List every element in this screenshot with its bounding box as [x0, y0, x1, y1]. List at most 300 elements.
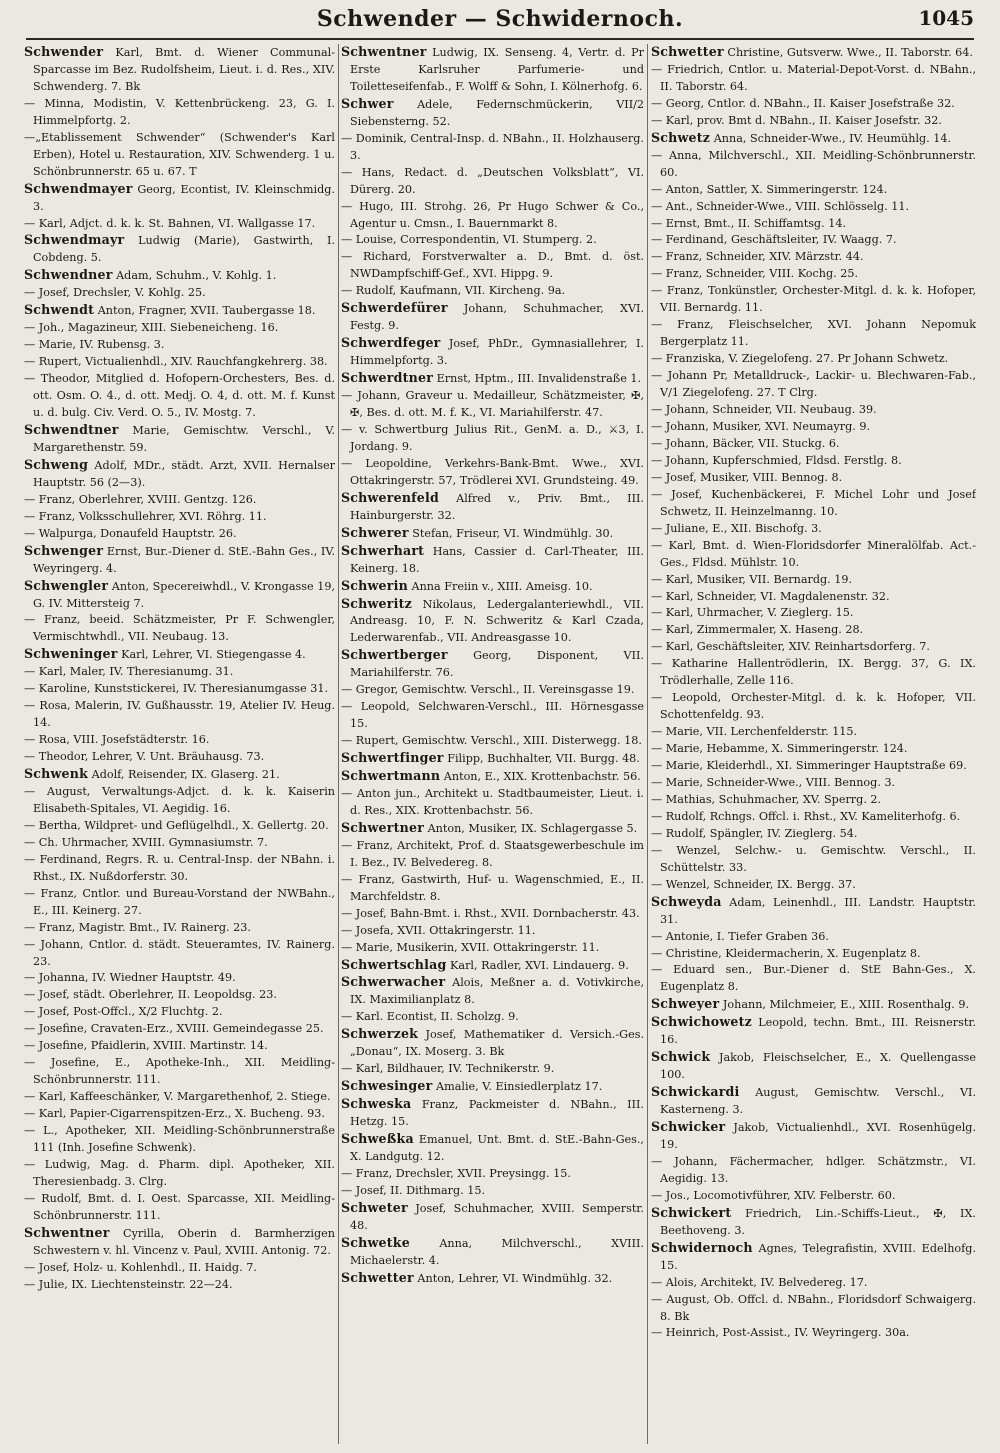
entry-text: — Josef, Post-Offcl., X/2 Fluchtg. 2.	[24, 1005, 223, 1019]
entry-surname: Schwendtner	[24, 421, 119, 437]
running-title: Schwender — Schwidernoch.	[316, 6, 684, 32]
entry-text: Anna, Schneider-Wwe., IV. Heumühlg. 14.	[710, 131, 952, 145]
entry-text: Cyrilla, Oberin d. Barmherzigen Schwestern v. hl. Vincenz v. Paul, XVIII. Antonig. 72.	[33, 1226, 335, 1257]
entry-text: Anton, E., XIX. Krottenbachstr. 56.	[440, 770, 641, 784]
directory-entry	[651, 996, 976, 1014]
entry-text: — Rupert, Gemischtw. Verschl., XIII. Disterwegg. 18.	[341, 734, 642, 748]
entry-text: — Christine, Kleidermacherin, X. Eugenplatz 8.	[651, 946, 921, 960]
directory-entry	[24, 920, 335, 937]
entry-surname: Schwichowetz	[651, 1014, 752, 1030]
entry-text: — Karl, Geschäftsleiter, XIV. Reinhartsdorferg. 7.	[651, 640, 930, 654]
entry-text: Marie, Gemischtw. Verschl., V. Margarethenstr. 59.	[33, 423, 335, 454]
entry-text: — Karl, Zimmermaler, X. Haseng. 28.	[651, 623, 864, 637]
entry-text: — Marie, IV. Rubensg. 3.	[24, 338, 165, 352]
directory-entry	[651, 1240, 976, 1275]
directory-entry	[651, 589, 976, 606]
entry-text: — Ferdinand, Regrs. R. u. Central-Insp. der NBahn. i. Rhst., IX. Nußdorferstr. 30.	[24, 852, 335, 883]
entry-text: Franz, Packmeister d. NBahn., III. Hetzg. 15.	[350, 1098, 644, 1129]
directory-entry	[651, 741, 976, 758]
entry-text: — Rosa, Malerin, IV. Gußhausstr. 19, Atelier IV. Heug. 14.	[24, 699, 335, 730]
entry-text: — Antonie, I. Tiefer Graben 36.	[651, 929, 829, 943]
entry-text: — Franz, Gastwirth, Huf- u. Wagenschmied, E., II. Marchfeldstr. 8.	[341, 872, 644, 903]
entry-text: — Josef, Holz- u. Kohlenhdl., II. Haidg. 7.	[24, 1260, 257, 1274]
directory-entry	[651, 1275, 976, 1292]
directory-entry	[341, 543, 644, 578]
directory-entry	[341, 647, 644, 682]
entry-surname: Schwentner	[24, 1224, 110, 1240]
entry-surname: Schwerwacher	[341, 974, 446, 990]
directory-entry	[651, 148, 976, 182]
directory-entry	[341, 525, 644, 543]
directory-entry	[651, 656, 976, 690]
entry-text: Anton, Specereiwhdl., V. Krongasse 19, G. IV. Mittersteig 7.	[33, 579, 335, 610]
directory-entry	[651, 96, 976, 113]
directory-entry	[651, 690, 976, 724]
entry-surname: Schwenger	[24, 542, 104, 558]
entry-text: Adam, Leinenhdl., III. Landstr. Hauptstr. 31.	[660, 895, 976, 926]
directory-entry	[24, 1055, 335, 1089]
directory-entry	[651, 1205, 976, 1240]
entry-text: — Franz, Fleischselcher, XVI. Johann Nepomuk Bergerplatz 11.	[651, 318, 976, 349]
directory-entry	[24, 1157, 335, 1191]
directory-entry	[24, 232, 335, 267]
directory-entry	[341, 1061, 644, 1078]
column-right	[651, 44, 976, 1449]
entry-surname: Schweyer	[651, 996, 720, 1012]
directory-entry	[651, 946, 976, 963]
directory-entry	[24, 285, 335, 302]
directory-entry	[341, 1235, 644, 1270]
entry-text: — Franz, Drechsler, XVII. Preysingg. 15.	[341, 1166, 571, 1180]
directory-entry	[651, 809, 976, 826]
directory-entry	[24, 492, 335, 509]
directory-entry	[341, 733, 644, 750]
directory-entry	[341, 165, 644, 199]
directory-entry	[651, 775, 976, 792]
directory-entry	[651, 199, 976, 216]
entry-surname: Schweßka	[341, 1131, 414, 1147]
entry-text: — Johann, Bäcker, VII. Stuckg. 6.	[651, 436, 840, 450]
entry-text: — Ant., Schneider-Wwe., VIII. Schlösselg. 11.	[651, 199, 910, 213]
directory-entry	[651, 843, 976, 877]
directory-entry	[651, 826, 976, 843]
entry-text: — Franz, Oberlehrer, XVIII. Gentzg. 126.	[24, 492, 257, 506]
directory-entry	[341, 957, 644, 975]
entry-text: Anna, Milchverschl., XVIII. Michaelerstr. 4.	[350, 1236, 644, 1267]
directory-entry	[651, 317, 976, 351]
entry-text: — Juliane, E., XII. Bischofg. 3.	[651, 521, 822, 535]
directory-entry	[341, 96, 644, 131]
entry-surname: Schwentner	[341, 44, 427, 59]
entry-text: Josef, Mathematiker d. Versich.-Ges. „Donau“, IX. Moserg. 3. Bk	[350, 1028, 644, 1059]
entry-text: Anton, Lehrer, VI. Windmühlg. 32.	[413, 1271, 613, 1285]
entry-text: Josef, Schuhmacher, XVIII. Semperstr. 48.	[350, 1201, 644, 1232]
directory-entry	[651, 249, 976, 266]
directory-entry	[341, 422, 644, 456]
entry-text: Amalie, V. Einsiedlerplatz 17.	[432, 1080, 603, 1094]
entry-text: — Theodor, Mitglied d. Hofopern-Orchesters, Bes. d. ott. Osm. O. 4., d. ott. Medj. O. 4, d. ott. M. f. Kunst u. d. bulg. Civ. Verd. O. 5., IV. Mostg. 7.	[24, 372, 335, 420]
directory-entry	[341, 906, 644, 923]
directory-entry	[341, 940, 644, 957]
entry-text: — Louise, Correspondentin, VI. Stumperg. 2.	[341, 233, 597, 247]
directory-entry	[341, 44, 644, 96]
entry-text: — Franz, Magistr. Bmt., IV. Rainerg. 23.	[24, 920, 251, 934]
entry-surname: Schwetke	[341, 1234, 410, 1250]
entry-text: — Joh., Magazineur, XIII. Siebeneicheng. 16.	[24, 321, 279, 335]
entry-text: — Ch. Uhrmacher, XVIII. Gymnasiumstr. 7.	[24, 835, 268, 849]
directory-entry	[651, 44, 976, 62]
entry-surname: Schwenk	[24, 766, 89, 782]
directory-entry	[651, 877, 976, 894]
entry-surname: Schwetz	[651, 129, 711, 145]
entry-surname: Schwendmayer	[24, 180, 133, 196]
entry-text: — August, Ob. Offcl. d. NBahn., Floridsdorf Schwaigerg. 8. Bk	[651, 1292, 976, 1323]
entry-surname: Schwertfinger	[341, 750, 444, 766]
entry-text: Adolf, MDr., städt. Arzt, XVII. Hernalser Hauptstr. 56 (2—3).	[33, 458, 335, 489]
entry-text: — Franz, Cntlor. und Bureau-Vorstand der NWBahn., E., III. Keinerg. 27.	[24, 886, 335, 917]
directory-entry	[24, 181, 335, 216]
directory-entry	[24, 835, 335, 852]
directory-entry	[24, 509, 335, 526]
entry-text: — Friedrich, Cntlor. u. Material-Depot-Vorst. d. NBahn., II. Taborstr. 64.	[651, 62, 976, 93]
directory-entry	[651, 605, 976, 622]
entry-text: — Marie, VII. Lerchenfelderstr. 115.	[651, 725, 858, 739]
entry-text: Alois, Meßner a. d. Votivkirche, IX. Maximilianplatz 8.	[350, 976, 644, 1007]
directory-entry	[651, 622, 976, 639]
entry-text: — Karl, Bildhauer, IV. Technikerstr. 9.	[341, 1062, 555, 1076]
entry-text: — Johann, Fächermacher, hdlger. Schätzmstr., VI. Aegidig. 13.	[651, 1154, 976, 1185]
entry-text: — Marie, Hebamme, X. Simmeringerstr. 124.	[651, 742, 908, 756]
entry-surname: Schwertmann	[341, 768, 441, 784]
entry-surname: Schweska	[341, 1096, 412, 1112]
directory-entry	[651, 929, 976, 946]
directory-entry	[24, 698, 335, 732]
entry-text: Jakob, Victualienhdl., XVI. Rosenhügelg. 19.	[660, 1121, 976, 1151]
column-divider	[338, 44, 339, 1444]
entry-text: Christine, Gutsverw. Wwe., II. Taborstr. 64.	[723, 46, 973, 59]
directory-entry	[341, 872, 644, 906]
entry-surname: Schwidernoch	[651, 1239, 753, 1255]
directory-entry	[24, 749, 335, 766]
directory-entry	[24, 1021, 335, 1038]
entry-text: — Leopoldine, Verkehrs-Bank-Bmt. Wwe., XVI. Ottakringerstr. 57, Trödlerei XVI. Grundsteing. 49.	[341, 456, 644, 487]
entry-text: — Karl, Schneider, VI. Magdalenenstr. 32.	[651, 589, 890, 603]
entry-text: — Franziska, V. Ziegelofeng. 27. Pr Johann Schwetz.	[651, 352, 949, 366]
entry-text: — Rupert, Victualienhdl., XIV. Rauchfangkehrerg. 38.	[24, 355, 328, 369]
entry-text: Georg, Econtist, IV. Kleinschmidg. 3.	[33, 182, 335, 213]
directory-entry	[24, 1277, 335, 1294]
entry-text: — Rudolf, Bmt. d. I. Oest. Sparcasse, XII. Meidling-Schönbrunnerstr. 111.	[24, 1191, 335, 1222]
entry-text: — Eduard sen., Bur.-Diener d. StE Bahn-Ges., X. Eugenplatz 8.	[651, 963, 976, 994]
entry-surname: Schwender	[24, 44, 104, 59]
directory-entry	[651, 130, 976, 148]
directory-entry	[24, 422, 335, 457]
directory-entry	[24, 970, 335, 987]
entry-surname: Schweter	[341, 1199, 408, 1215]
entry-text: — Josef, Kuchenbäckerei, F. Michel Lohr und Josef Schwetz, II. Heinzelmanng. 10.	[651, 487, 976, 518]
entry-text: Karl, Radler, XVI. Lindauerg. 9.	[446, 958, 629, 972]
entry-text: Agnes, Telegrafistin, XVIII. Edelhofg. 15.	[660, 1241, 976, 1272]
directory-entry	[651, 1084, 976, 1119]
entry-text: — Hans, Redact. d. „Deutschen Volksblatt“, VI. Dürerg. 20.	[341, 165, 644, 196]
entry-text: — Josef, II. Dithmarg. 15.	[341, 1183, 486, 1197]
entry-text: — Anton jun., Architekt u. Stadtbaumeister, Lieut. i. d. Res., XIX. Krottenbachstr. 56.	[341, 786, 644, 817]
entry-text: — Rosa, VIII. Josefstädterstr. 16.	[24, 733, 210, 747]
entry-text: — Johann, Schneider, VII. Neubaug. 39.	[651, 403, 877, 417]
column-divider	[647, 44, 648, 1444]
entry-text: Adam, Schuhm., V. Kohlg. 1.	[112, 269, 277, 283]
directory-entry	[651, 572, 976, 589]
directory-entry	[24, 664, 335, 681]
entry-text: Alfred v., Priv. Bmt., III. Hainburgerstr. 32.	[350, 491, 644, 522]
entry-text: Ludwig (Marie), Gastwirth, I. Cobdeng. 5.	[33, 234, 335, 265]
entry-text: August, Gemischtw. Verschl., VI. Kasterneng. 3.	[660, 1086, 976, 1117]
entry-text: — Ernst, Bmt., II. Schiffamtsg. 14.	[651, 216, 847, 230]
directory-entry	[651, 792, 976, 809]
directory-entry	[651, 470, 976, 487]
directory-entry	[24, 784, 335, 818]
directory-entry	[341, 1200, 644, 1235]
entry-text: — Johann, Cntlor. d. städt. Steueramtes, IV. Rainerg. 23.	[24, 937, 335, 968]
entry-text: — Marie, Schneider-Wwe., VIII. Bennog. 3.	[651, 775, 896, 789]
entry-text: — Theodor, Lehrer, V. Unt. Bräuhausg. 73.	[24, 750, 265, 764]
directory-entry	[651, 453, 976, 470]
directory-entry	[341, 750, 644, 768]
entry-surname: Schwerdfeger	[341, 335, 441, 351]
entry-text: Georg, Disponent, VII. Mariahilferstr. 76.	[350, 649, 644, 680]
entry-text: — Johann, Kupferschmied, Fldsd. Ferstlg. 8.	[651, 453, 902, 467]
directory-entry	[24, 818, 335, 835]
entry-text: — L., Apotheker, XII. Meidling-Schönbrunnerstraße 111 (Inh. Josefine Schwenk).	[24, 1124, 335, 1154]
entry-text: — Franz, Tonkünstler, Orchester-Mitgl. d. k. k. Hofoper, VII. Bernardg. 11.	[651, 284, 976, 315]
directory-entry	[24, 267, 335, 285]
directory-entry	[341, 1166, 644, 1183]
directory-entry	[24, 457, 335, 492]
entry-surname: Schwetter	[341, 1269, 414, 1285]
entry-surname: Schwendner	[24, 267, 113, 283]
entry-text: — Karl, Musiker, VII. Bernardg. 19.	[651, 572, 853, 586]
entry-surname: Schwerer	[341, 524, 409, 540]
entry-text: — Minna, Modistin, V. Kettenbrückeng. 23, G. I. Himmelpfortg. 2.	[24, 96, 335, 127]
entry-text: Jakob, Fleischselcher, E., X. Quellengasse 100.	[660, 1051, 976, 1082]
entry-text: — Wenzel, Schneider, IX. Bergg. 37.	[651, 877, 856, 891]
entry-surname: Schwendt	[24, 302, 95, 318]
directory-entry	[24, 337, 335, 354]
entry-text: — Josefine, Cravaten-Erz., XVIII. Gemeindegasse 25.	[24, 1022, 324, 1036]
entry-text: Anton, Fragner, XVII. Taubergasse 18.	[94, 304, 316, 318]
directory-entry	[24, 526, 335, 543]
entry-surname: Schwerenfeld	[341, 489, 439, 505]
entry-surname: Schweyda	[651, 893, 722, 909]
entry-text: — Franz, beeid. Schätzmeister, Pr F. Schwengler, Vermischtwhdl., VII. Neubaug. 13.	[24, 613, 335, 644]
directory-entry	[651, 962, 976, 996]
entry-text: Friedrich, Lin.-Schiffs-Lieut., ✠, IX. Beethoveng. 3.	[660, 1206, 976, 1237]
directory-entry	[341, 232, 644, 249]
entry-surname: Schwerin	[341, 577, 408, 593]
directory-entry	[651, 368, 976, 402]
entry-surname: Schwertschlag	[341, 956, 447, 972]
entry-text: — Karl, Adjct. d. k. k. St. Bahnen, VI. Wallgasse 17.	[24, 216, 316, 230]
directory-entry	[341, 131, 644, 165]
directory-entry	[651, 1049, 976, 1084]
directory-entry	[341, 578, 644, 596]
directory-entry	[341, 1009, 644, 1026]
entry-text: — Franz, Schneider, XIV. Märzstr. 44.	[651, 250, 864, 264]
directory-entry	[24, 354, 335, 371]
entry-text: Ernst, Hptm., III. Invalidenstraße 1.	[433, 372, 642, 386]
directory-entry	[24, 886, 335, 920]
entry-text: — Gregor, Gemischtw. Verschl., II. Vereinsgasse 19.	[341, 683, 635, 697]
directory-entry	[24, 852, 335, 886]
directory-entry	[651, 1119, 976, 1154]
directory-entry	[24, 612, 335, 646]
directory-entry	[651, 436, 976, 453]
entry-text: — Georg, Cntlor. d. NBahn., II. Kaiser Josefstraße 32.	[651, 96, 955, 110]
directory-entry	[24, 1225, 335, 1260]
directory-entry	[341, 768, 644, 786]
directory-entry	[24, 578, 335, 613]
entry-surname: Schwicker	[651, 1119, 726, 1135]
directory-entry	[24, 987, 335, 1004]
directory-entry	[651, 521, 976, 538]
entry-surname: Schwertner	[341, 819, 425, 835]
entry-text: — Ferdinand, Geschäftsleiter, IV. Waagg. 7.	[651, 233, 897, 247]
directory-entry	[341, 1026, 644, 1061]
entry-text: — Karl, prov. Bmt d. NBahn., II. Kaiser Josefstr. 32.	[651, 113, 942, 127]
directory-entry	[24, 371, 335, 422]
entry-text: Karl, Bmt. d. Wiener Communal-Sparcasse im Bez. Rudolfsheim, Lieut. i. d. Res., XIV. Schwenderg. 7. Bk	[33, 46, 335, 93]
entry-text: — Josef, Musiker, VIII. Bennog. 8.	[651, 470, 843, 484]
directory-entry	[651, 283, 976, 317]
directory-entry	[341, 490, 644, 525]
directory-entry	[651, 113, 976, 130]
entry-text: — Karoline, Kunststickerei, IV. Theresianumgasse 31.	[24, 682, 329, 696]
entry-text: — Mathias, Schuhmacher, XV. Sperrg. 2.	[651, 792, 882, 806]
entry-text: Adolf, Reisender, IX. Glaserg. 21.	[88, 768, 280, 782]
entry-text: Ernst, Bur.-Diener d. StE.-Bahn Ges., IV. Weyringerg. 4.	[33, 544, 335, 575]
directory-entry	[341, 923, 644, 940]
entry-text: — Karl, Uhrmacher, V. Zieglerg. 15.	[651, 606, 854, 620]
directory-entry	[341, 370, 644, 388]
directory-entry	[341, 699, 644, 733]
entry-text: — Rudolf, Rchngs. Offcl. i. Rhst., XV. Kameliterhofg. 6.	[651, 809, 961, 823]
directory-entry	[24, 732, 335, 749]
directory-entry	[341, 682, 644, 699]
entry-surname: Schwertberger	[341, 647, 448, 663]
entry-surname: Schwickert	[651, 1204, 732, 1220]
directory-entry	[651, 1292, 976, 1326]
directory-entry	[651, 351, 976, 368]
entry-text: Filipp, Buchhalter, VII. Burgg. 48.	[443, 752, 640, 766]
entry-text: — Rudolf, Kaufmann, VII. Kircheng. 9a.	[341, 284, 566, 298]
directory-entry	[341, 820, 644, 838]
entry-text: — Karl, Maler, IV. Theresianumg. 31.	[24, 665, 234, 679]
directory-entry	[651, 1014, 976, 1049]
entry-surname: Schwer	[341, 95, 394, 111]
entry-text: — Josefine, E., Apotheke-Inh., XII. Meidling-Schönbrunnerstr. 111.	[24, 1056, 335, 1087]
directory-entry	[341, 199, 644, 233]
directory-entry	[651, 538, 976, 572]
entry-text: — Karl. Econtist, II. Scholzg. 9.	[341, 1010, 519, 1024]
entry-surname: Schwengler	[24, 577, 109, 593]
directory-entry	[341, 974, 644, 1009]
header-rule	[26, 38, 974, 40]
entry-text: — Richard, Forstverwalter a. D., Bmt. d. öst. NWDampfschiff-Gef., XVI. Hippg. 9.	[341, 250, 644, 281]
entry-text: — Franz, Volksschullehrer, XVI. Röhrg. 11.	[24, 509, 267, 523]
directory-entry	[651, 1325, 976, 1342]
directory-entry	[341, 1183, 644, 1200]
entry-text: Anna Freiin v., XIII. Ameisg. 10.	[407, 579, 593, 593]
directory-entry	[651, 402, 976, 419]
entry-text: — Johanna, IV. Wiedner Hauptstr. 49.	[24, 971, 236, 985]
entry-text: — Karl, Bmt. d. Wien-Floridsdorfer Mineralölfab. Act.-Ges., Fldsd. Mühlstr. 10.	[651, 538, 976, 569]
entry-text: Johann, Schuhmacher, XVI. Festg. 9.	[350, 302, 644, 333]
entry-text: — Josef, Bahn-Bmt. i. Rhst., XVII. Dornbacherstr. 43.	[341, 906, 640, 920]
directory-entry	[24, 216, 335, 233]
directory-entry	[24, 1191, 335, 1225]
entry-text: — Anton, Sattler, X. Simmeringerstr. 124.	[651, 182, 888, 196]
entry-surname: Schweritz	[341, 595, 412, 611]
entry-text: Anton, Musiker, IX. Schlagergasse 5.	[424, 821, 638, 835]
directory-entry	[651, 216, 976, 233]
entry-surname: Schwickardi	[651, 1084, 740, 1100]
directory-entry	[24, 96, 335, 130]
directory-entry	[24, 766, 335, 784]
entry-surname: Schweng	[24, 456, 89, 472]
entry-text: — Johann, Musiker, XVI. Neumayrg. 9.	[651, 419, 871, 433]
entry-text: — Josefine, Pfaidlerin, XVIII. Martinstr. 14.	[24, 1039, 268, 1053]
directory-entry	[24, 1089, 335, 1106]
directory-entry	[341, 283, 644, 300]
entry-text: —„Etablissement Schwender“ (Schwender's Karl Erben), Hotel u. Restauration, XIV. Schwenderg. 1 u. Schönbrunnerstr. 65 u. 67. T	[24, 130, 335, 178]
entry-text: Emanuel, Unt. Bmt. d. StE.-Bahn-Ges., X. Landgutg. 12.	[350, 1133, 644, 1163]
entry-text: Leopold, techn. Bmt., III. Reisnerstr. 16.	[660, 1016, 976, 1047]
entry-surname: Schwerhart	[341, 542, 425, 558]
entry-text: — Anna, Milchverschl., XII. Meidling-Schönbrunnerstr. 60.	[651, 148, 976, 179]
directory-entry	[651, 724, 976, 741]
entry-text: — Johann, Graveur u. Medailleur, Schätzmeister, ✠, ✠, Bes. d. ott. M. f. K., VI. Mariahilferstr. 47.	[341, 389, 644, 420]
directory-entry	[24, 646, 335, 664]
directory-entry	[341, 335, 644, 370]
page-number: 1045	[918, 6, 974, 30]
directory-entry	[341, 838, 644, 872]
entry-text: — Wenzel, Selchw.- u. Gemischtw. Verschl., II. Schüttelstr. 33.	[651, 843, 976, 874]
directory-entry	[651, 894, 976, 929]
directory-entry	[341, 596, 644, 648]
entry-text: — Marie, Kleiderhdl., XI. Simmeringer Hauptstraße 69.	[651, 759, 967, 773]
entry-surname: Schwick	[651, 1049, 711, 1065]
directory-entry	[341, 300, 644, 335]
column-middle	[341, 44, 644, 1449]
directory-entry	[24, 1123, 335, 1157]
entry-text: Nikolaus, Ledergalanteriewhdl., VII. Andreasg. 10, F. N. Schweritz & Karl Czada, Lederwarenfab., VII. Andreasgasse 10.	[350, 597, 644, 645]
directory-entry	[651, 266, 976, 283]
entry-surname: Schweninger	[24, 646, 118, 662]
directory-entry	[24, 302, 335, 320]
entry-text: — Josefa, XVII. Ottakringerstr. 11.	[341, 923, 536, 937]
entry-surname: Schwesinger	[341, 1078, 433, 1094]
directory-entry	[651, 1154, 976, 1188]
directory-entry	[24, 320, 335, 337]
directory-entry	[341, 388, 644, 422]
directory-entry	[341, 1096, 644, 1131]
entry-text: — Karl, Papier-Cigarrenspitzen-Erz., X. Bucheng. 93.	[24, 1107, 325, 1121]
entry-text: — Franz, Schneider, VIII. Kochg. 25.	[651, 267, 859, 281]
directory-entry	[24, 44, 335, 96]
entry-text: — Marie, Musikerin, XVII. Ottakringerstr. 11.	[341, 940, 600, 954]
entry-text: — Jos., Locomotivführer, XIV. Felberstr. 60.	[651, 1188, 896, 1202]
entry-text: — Walpurga, Donaufeld Hauptstr. 26.	[24, 526, 237, 540]
